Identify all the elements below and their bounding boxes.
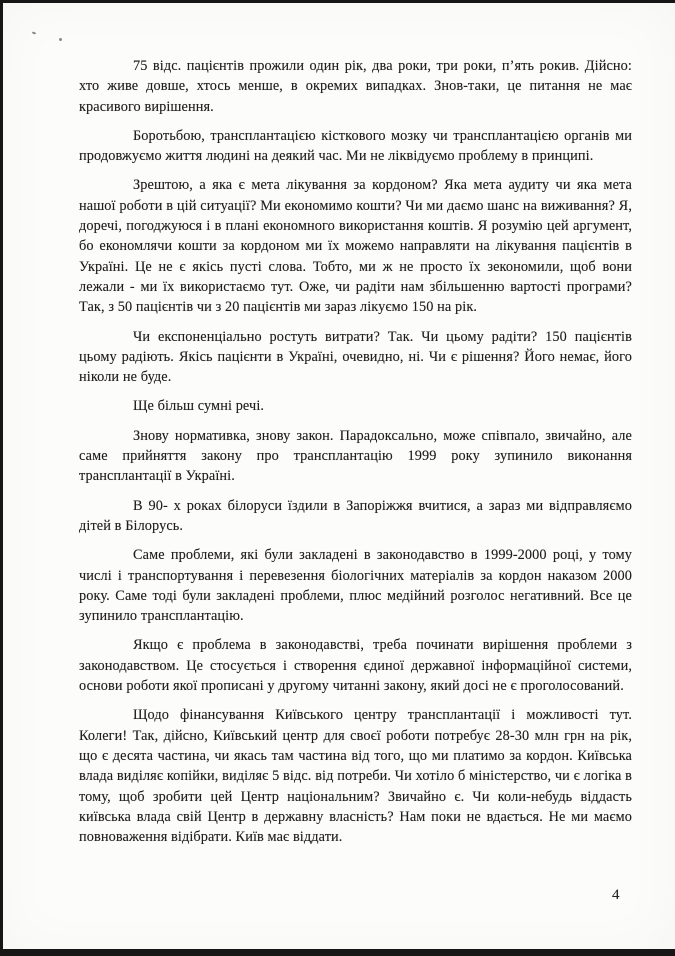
scan-edge-top [0, 0, 675, 3]
document-body [79, 56, 632, 856]
paragraph-6: Знову нормативка, знову закон. Парадоксально, може співпало, звичайно, але саме прийняття закону про трансплантацію 1999 року зупинило виконання трансплантації в Україні. [79, 427, 632, 485]
paragraph-3: Зрештою, а яка є мета лікування за кордоном? Яка мета аудиту чи яка мета нашої роботи в цій ситуації? Ми економимо кошти? Чи ми даємо шанс на виживання? Я, доречі, погоджуюся і в плані економного використання коштів. Я розумію цей аргумент, бо економлячи кошти за кордоном ми їх можемо направляти на лікування пацієнтів в Україні. Це не є якісь пусті слова. Тобто, ми ж не просто їх зекономили, щоб вони лежали - ми їх використаємо тут. Оже, чи радіти нам збільшенню вартості програми? Так, з 50 пацієнтів чи з 20 пацієнтів ми зараз лікуємо 150 на рік. [79, 177, 632, 316]
paragraph-1: 75 відс. пацієнтів прожили один рік, два роки, три роки, п’ять рокив. Дійсно: хто живе довше, хтось менше, в окремих випадках. Знов-таки, це питання не має красивого вирішення. [79, 58, 632, 115]
scan-edge-left [0, 0, 3, 956]
paragraph-5: Ще більш сумні речі. [133, 398, 265, 415]
paragraph-2: Боротьбою, трансплантацією кісткового мозку чи трансплантацією органів ми продовжуємо життя людині на деякий час. Ми не ліквідуємо проблему в принципі. [79, 127, 632, 165]
ink-speck [59, 38, 62, 41]
paragraph-4: Чи експоненціально ростуть витрати? Так. Чи цьому радіти? 150 пацієнтів цьому радіють. Якісь пацієнти в Україні, очевидно, ні. Чи є рішення? Його немає, його ніколи не буде. [79, 328, 632, 386]
paragraph-8: Саме проблеми, які були закладені в законодавство в 1999-2000 році, у тому числі і транспортування і перевезення біологічних матеріалів за кордон наказом 2000 року. Саме тоді були закладені проблеми, плюс медійний розголос негативний. Все це зупинило трансплантацію. [79, 547, 632, 625]
paragraph-9: Якщо є проблема в законодавстві, треба починати вирішення проблеми з законодавством. Це стосується і створення єдиної державної інформаційної системи, основи роботи якої прописані у другому читанні закону, який досі не є проголосований. [79, 637, 632, 695]
page-number: 4 [612, 887, 620, 903]
paragraph-10: Щодо фінансування Київського центру трансплантації і можливості тут. Колеги! Так, дійсно, Київський центр для своєї роботи потребує 28-30 млн грн на рік, що є десята частина, чи якась там частина від того, що ми платимо за кордон. Київська влада виділяє копійки, виділяє 5 відс. від потреби. Чи хотіло б міністерство, чи є логіка в тому, щоб зробити цей Центр національним? Звичайно є. Чи коли-небудь віддасть київська влада свій Центр в державну власність? Нам поки не вдається. Не ми маємо повноваження відібрати. Київ має віддати. [79, 707, 632, 846]
ink-speck [32, 31, 36, 34]
paragraph-7: В 90- х роках білоруси їздили в Запоріжжя вчитися, а зараз ми відправляємо дітей в Білорусь. [79, 497, 632, 534]
scan-edge-bottom [0, 949, 675, 956]
